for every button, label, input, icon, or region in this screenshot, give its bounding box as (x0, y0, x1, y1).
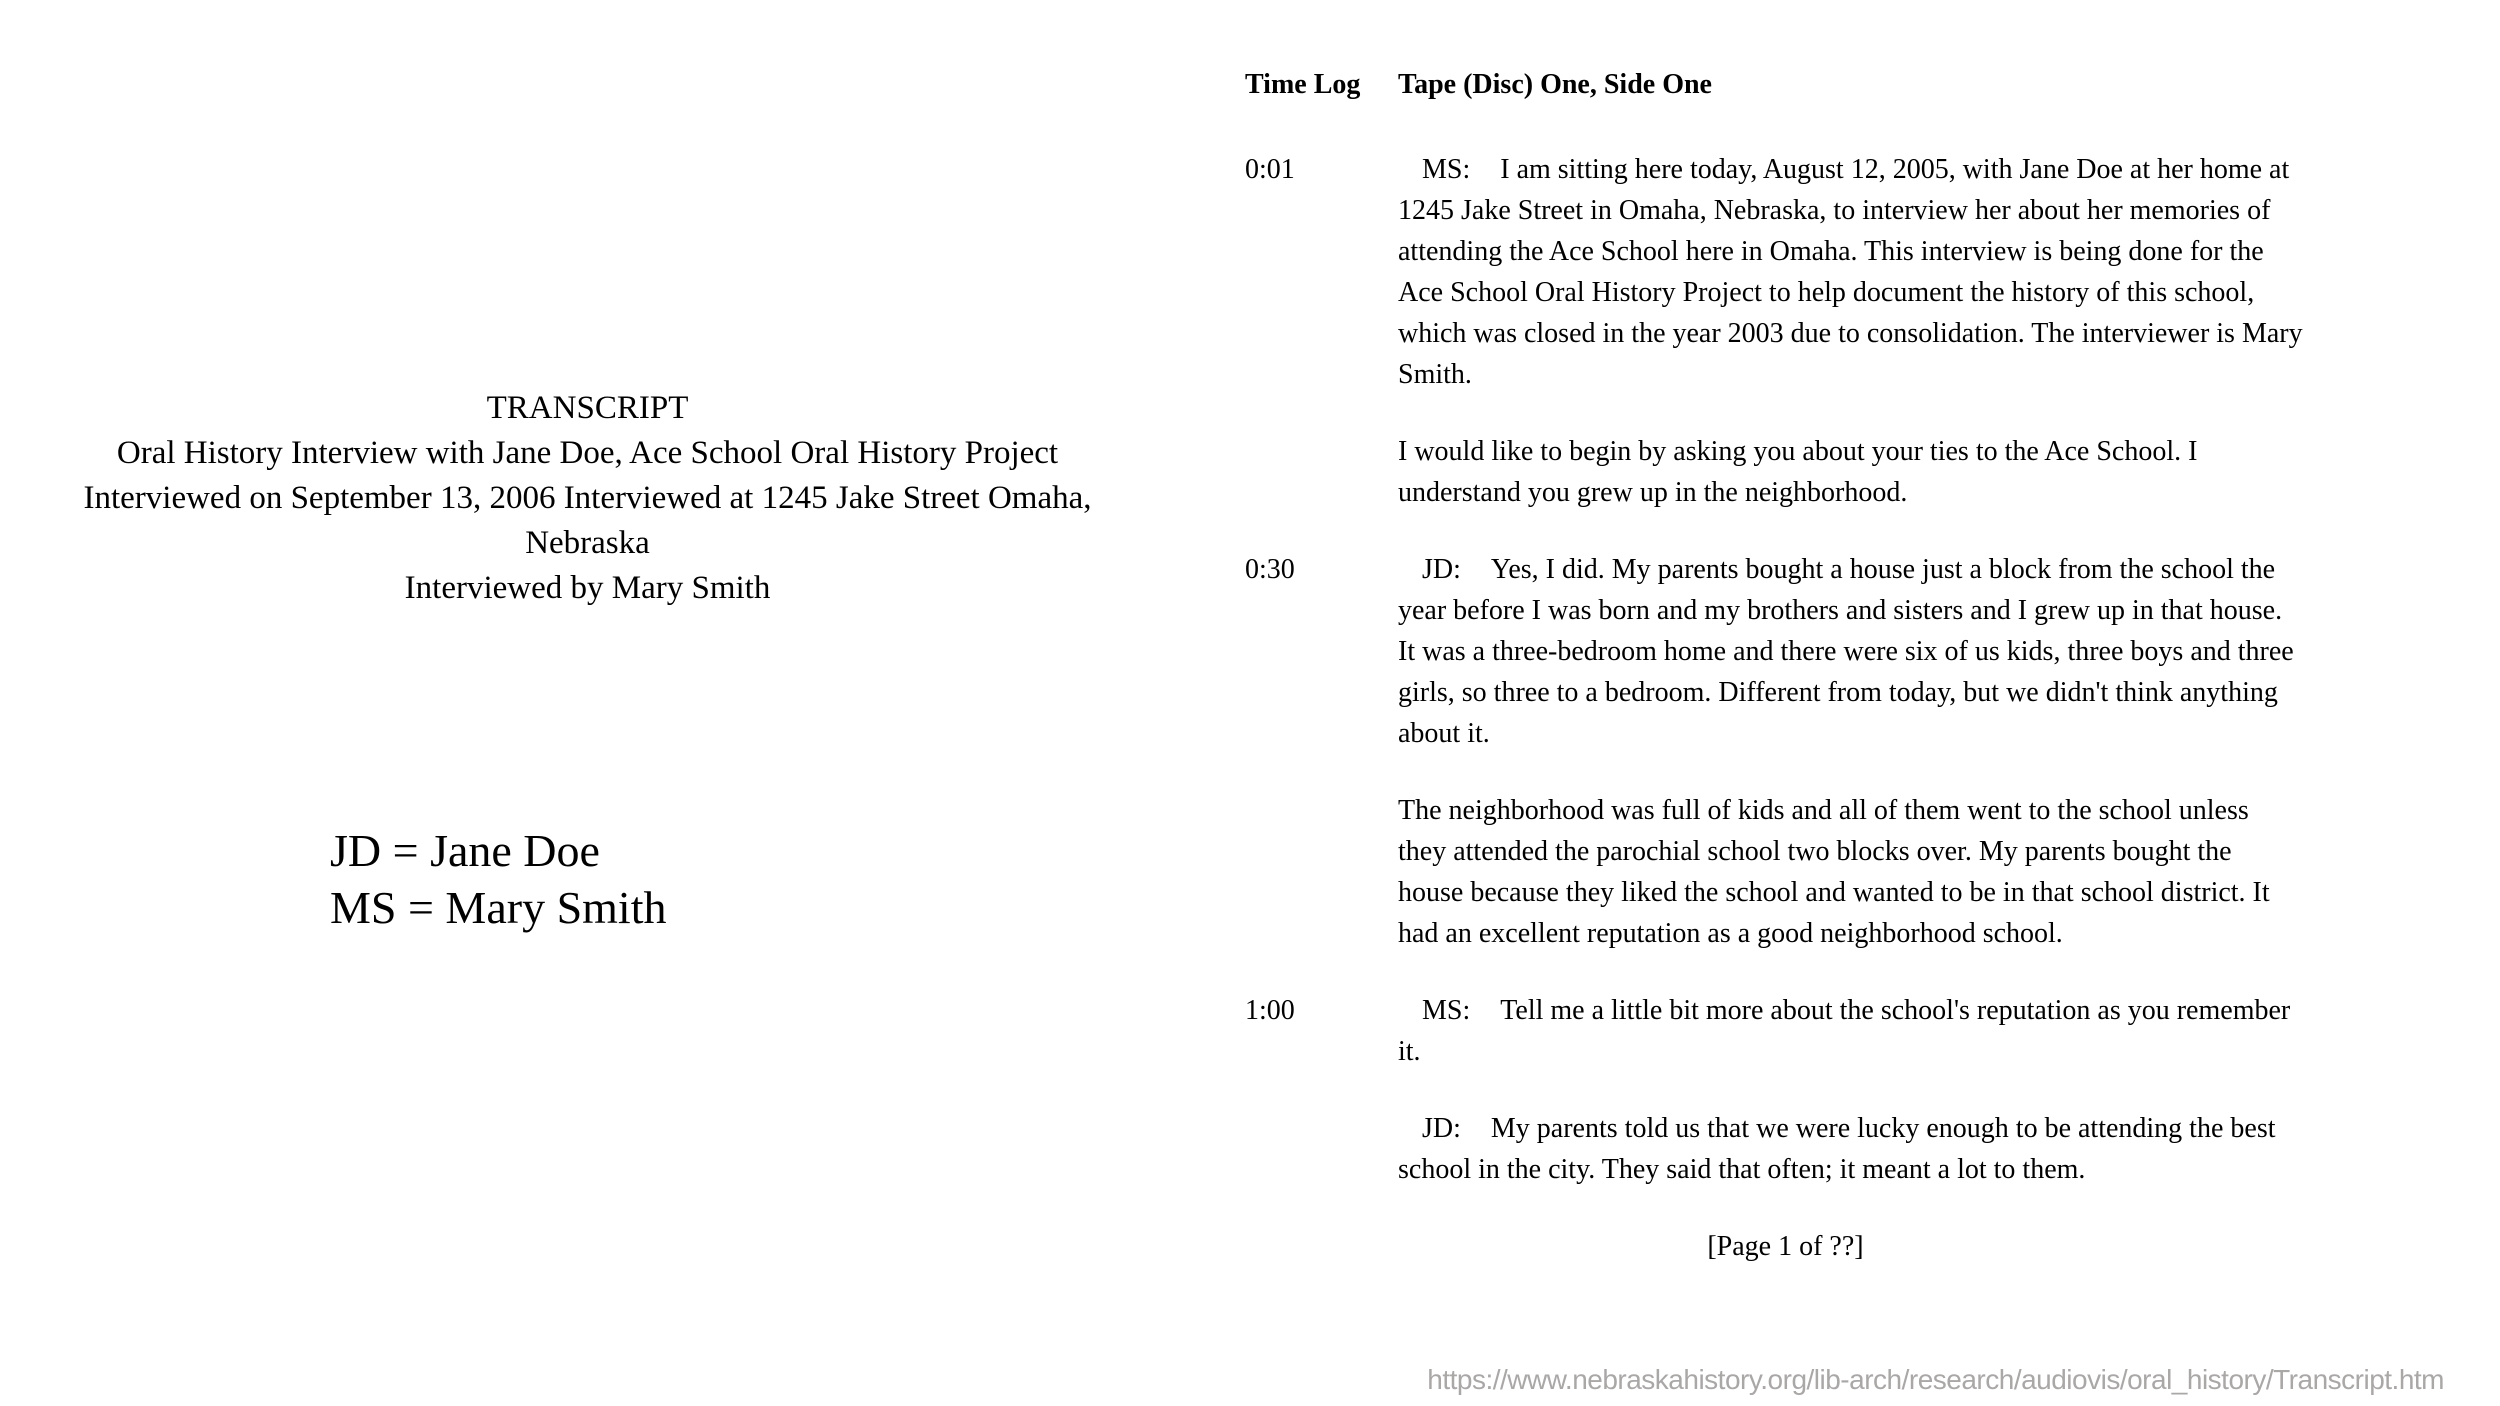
speech-paragraph (1398, 149, 2303, 395)
speaker-label: MS: (1422, 154, 1471, 185)
timestamp: 0:30 (1245, 554, 1295, 585)
timestamp: 0:01 (1245, 154, 1295, 185)
transcript-entry (1245, 1108, 2303, 1190)
tape-side-header: Tape (Disc) One, Side One (1398, 69, 1712, 100)
transcript-entry (1245, 549, 2303, 754)
speech-text: I am sitting here today, August 12, 2005, with Jane Doe at her home at 1245 Jake Street in Omaha, Nebraska, to interview her about her memories of attending the Ace School here in Omaha. This interview is being done for the Ace School Oral History Project to help document the history of this school, which was closed in the year 2003 due to consolidation. The interviewer is Mary Smith. (1398, 154, 2303, 390)
title-block (20, 386, 1155, 611)
page-number-footer: [Page 1 of ??] (1707, 1231, 1864, 1262)
transcript-column (1245, 64, 2303, 1267)
speaker-key-jd: JD = Jane Doe (330, 825, 600, 876)
speech-paragraph (1398, 790, 2303, 954)
speech-paragraph (1398, 431, 2303, 513)
speaker-label: JD: (1422, 554, 1461, 585)
speaker-label: MS: (1422, 995, 1471, 1026)
speaker-key (330, 822, 667, 936)
speaker-label: JD: (1422, 1113, 1461, 1144)
speech-text: Tell me a little bit more about the school's reputation as you remember it. (1398, 995, 2291, 1067)
transcript-entry (1245, 790, 2303, 954)
speech-paragraph (1398, 549, 2303, 754)
timestamp: 1:00 (1245, 995, 1295, 1026)
source-url: https://www.nebraskahistory.org/lib-arch/research/audiovis/oral_history/Transcript.htm (1427, 1364, 2444, 1395)
transcript-header (1245, 64, 2303, 105)
timestamp (1245, 431, 1398, 513)
speech-text: The neighborhood was full of kids and all of them went to the school unless they attended the parochial school two blocks over. My parents bought the house because they liked the school and wanted to be in that school district. It had an excellent reputation as a good neighborhood school. (1398, 795, 2270, 949)
interview-date-location-line: Interviewed on September 13, 2006 Interviewed at 1245 Jake Street Omaha, (83, 480, 1092, 516)
speech-text: I would like to begin by asking you about your ties to the Ace School. I understand you grew up in the neighborhood. (1398, 436, 2198, 508)
interviewer-line: Interviewed by Mary Smith (404, 570, 771, 606)
transcript-entry (1245, 431, 2303, 513)
time-log-column-header: Time Log (1245, 69, 1361, 100)
speech-text: Yes, I did. My parents bought a house just a block from the school the year before I was born and my brothers and sisters and I grew up in that house. It was a three-bedroom home and there were six of us kids, three boys and three girls, so three to a bedroom. Different from today, but we didn't think anything about it. (1398, 554, 2294, 749)
timestamp (1245, 790, 1398, 954)
document-title: TRANSCRIPT (486, 390, 689, 426)
speech-paragraph (1398, 1108, 2303, 1190)
speaker-key-ms: MS = Mary Smith (330, 882, 667, 933)
speech-paragraph (1398, 990, 2303, 1072)
speech-text: My parents told us that we were lucky enough to be attending the best school in the city. They said that often; it meant a lot to them. (1398, 1113, 2276, 1185)
transcript-entry (1245, 990, 2303, 1072)
interview-location-continued: Nebraska (525, 525, 650, 561)
interview-subject-line: Oral History Interview with Jane Doe, Ace School Oral History Project (116, 435, 1059, 471)
timestamp (1245, 1108, 1398, 1190)
transcript-entry (1245, 149, 2303, 395)
